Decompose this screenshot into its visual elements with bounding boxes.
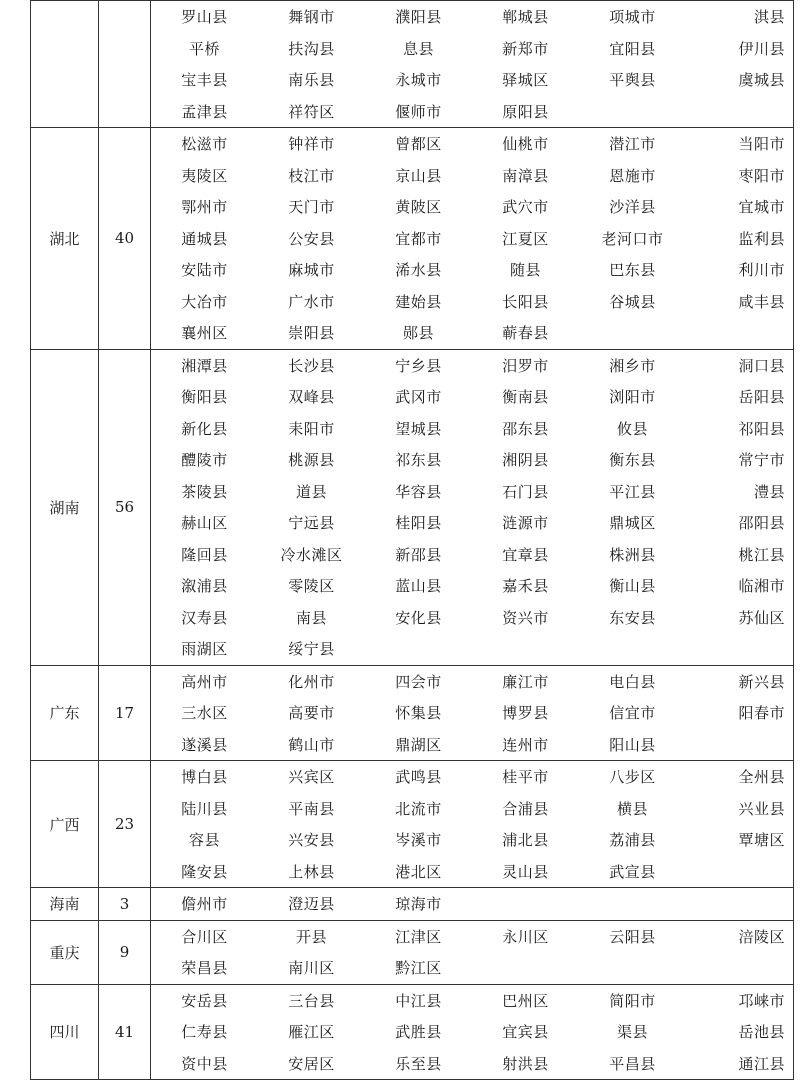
county-name: 荔浦县 <box>609 831 656 850</box>
province-row <box>31 128 794 350</box>
county-name: 湘阴县 <box>502 451 549 470</box>
county-name: 双峰县 <box>288 388 335 407</box>
province-name: 四川 <box>31 984 99 1080</box>
county-name: 耒阳市 <box>288 419 335 438</box>
county-name: 云阳县 <box>609 927 656 946</box>
county-name: 长阳县 <box>502 292 549 311</box>
county-name: 洞口县 <box>738 356 785 375</box>
county-name: 岳池县 <box>738 1023 785 1042</box>
county-name: 阳山县 <box>609 735 656 754</box>
county-name: 北流市 <box>395 799 442 818</box>
county-name: 桃江县 <box>738 545 785 564</box>
county-name: 苏仙区 <box>738 608 785 627</box>
county-name: 渠县 <box>616 1023 648 1042</box>
county-name: 平昌县 <box>609 1054 656 1073</box>
county-grid <box>151 985 793 1080</box>
county-name: 衡山县 <box>609 577 656 596</box>
county-name: 乐至县 <box>395 1054 442 1073</box>
county-name: 化州市 <box>288 672 335 691</box>
province-name: 湖北 <box>31 128 99 350</box>
county-count: 41 <box>99 984 151 1080</box>
county-name: 兴安县 <box>288 831 335 850</box>
county-list-cell <box>151 349 794 665</box>
county-name: 偃师市 <box>395 102 442 121</box>
county-name: 舞钢市 <box>288 8 335 27</box>
province-name: 广西 <box>31 761 99 888</box>
county-name: 武穴市 <box>502 198 549 217</box>
county-name: 儋州市 <box>181 895 228 914</box>
county-name: 宁远县 <box>288 514 335 533</box>
county-count: 3 <box>99 888 151 921</box>
county-name: 茶陵县 <box>181 482 228 501</box>
table-body <box>31 1 794 1080</box>
county-name: 全州县 <box>738 768 785 787</box>
county-name: 安化县 <box>395 608 442 627</box>
county-name: 驿城区 <box>502 71 549 90</box>
county-name: 南川区 <box>288 959 335 978</box>
county-name: 利川市 <box>738 261 785 280</box>
county-name: 郧县 <box>402 324 434 343</box>
county-name: 祁东县 <box>395 451 442 470</box>
county-name: 松滋市 <box>181 135 228 154</box>
county-name: 汨罗市 <box>502 356 549 375</box>
county-name: 湘乡市 <box>609 356 656 375</box>
county-name: 华容县 <box>395 482 442 501</box>
county-name: 永川区 <box>502 927 549 946</box>
county-name: 望城县 <box>395 419 442 438</box>
county-name: 湘潭县 <box>181 356 228 375</box>
county-name: 博白县 <box>181 768 228 787</box>
county-name: 邛崃市 <box>738 991 785 1010</box>
county-name: 阳春市 <box>738 704 785 723</box>
county-name: 中江县 <box>395 991 442 1010</box>
county-name: 监利县 <box>738 229 785 248</box>
county-name: 廉江市 <box>502 672 549 691</box>
county-name: 四会市 <box>395 672 442 691</box>
county-name: 新化县 <box>181 419 228 438</box>
province-name: 海南 <box>31 888 99 921</box>
county-name: 黔江区 <box>395 959 442 978</box>
county-count: 40 <box>99 128 151 350</box>
county-name: 醴陵市 <box>181 451 228 470</box>
county-name: 信宜市 <box>609 704 656 723</box>
county-name: 南漳县 <box>502 166 549 185</box>
county-grid <box>151 1 793 127</box>
county-name: 祥符区 <box>288 102 335 121</box>
county-list-cell <box>151 128 794 350</box>
county-list-table <box>30 0 794 1080</box>
province-row <box>31 665 794 761</box>
county-count: 17 <box>99 665 151 761</box>
county-grid <box>151 761 793 887</box>
county-name: 邵阳县 <box>738 514 785 533</box>
county-list-cell <box>151 761 794 888</box>
province-row <box>31 920 794 984</box>
county-name: 临湘市 <box>738 577 785 596</box>
county-name: 天门市 <box>288 198 335 217</box>
county-name: 宜章县 <box>502 545 549 564</box>
county-name: 宜城市 <box>738 198 785 217</box>
county-name: 隆回县 <box>181 545 228 564</box>
county-name: 建始县 <box>395 292 442 311</box>
county-name: 港北区 <box>395 862 442 881</box>
county-name: 容县 <box>188 831 220 850</box>
county-name: 当阳市 <box>738 135 785 154</box>
county-name: 罗山县 <box>181 8 228 27</box>
county-name: 枣阳市 <box>738 166 785 185</box>
county-name: 谷城县 <box>609 292 656 311</box>
county-name: 崇阳县 <box>288 324 335 343</box>
county-name: 雁江区 <box>288 1023 335 1042</box>
county-name: 开县 <box>295 927 327 946</box>
county-name: 新兴县 <box>738 672 785 691</box>
county-name: 襄州区 <box>181 324 228 343</box>
county-name: 宝丰县 <box>181 71 228 90</box>
county-name: 衡南县 <box>502 388 549 407</box>
county-name: 鄂州市 <box>181 198 228 217</box>
county-name: 三台县 <box>288 991 335 1010</box>
county-name: 资中县 <box>181 1054 228 1073</box>
county-name: 大冶市 <box>181 292 228 311</box>
county-name: 息县 <box>402 39 434 58</box>
county-name: 雨湖区 <box>181 640 228 659</box>
county-name: 澄迈县 <box>288 895 335 914</box>
county-list-cell <box>151 1 794 128</box>
county-name: 连州市 <box>502 735 549 754</box>
county-count: 23 <box>99 761 151 888</box>
county-name: 覃塘区 <box>738 831 785 850</box>
county-name: 赫山区 <box>181 514 228 533</box>
county-name: 武鸣县 <box>395 768 442 787</box>
county-name: 南乐县 <box>288 71 335 90</box>
county-name: 兴宾区 <box>288 768 335 787</box>
county-name: 鼎城区 <box>609 514 656 533</box>
county-list-cell <box>151 984 794 1080</box>
county-name: 江夏区 <box>502 229 549 248</box>
county-name: 道县 <box>295 482 327 501</box>
county-name: 汉寿县 <box>181 608 228 627</box>
county-count: 9 <box>99 920 151 984</box>
county-name: 桂阳县 <box>395 514 442 533</box>
county-name: 邵东县 <box>502 419 549 438</box>
county-list-cell <box>151 920 794 984</box>
county-name: 攸县 <box>616 419 648 438</box>
county-name: 溆浦县 <box>181 577 228 596</box>
county-name: 灵山县 <box>502 862 549 881</box>
county-name: 高要市 <box>288 704 335 723</box>
county-name: 新郑市 <box>502 39 549 58</box>
county-name: 公安县 <box>288 229 335 248</box>
county-name: 衡阳县 <box>181 388 228 407</box>
county-name: 合浦县 <box>502 799 549 818</box>
county-name: 武宣县 <box>609 862 656 881</box>
county-name: 射洪县 <box>502 1054 549 1073</box>
county-name: 武冈市 <box>395 388 442 407</box>
county-name: 咸丰县 <box>738 292 785 311</box>
province-row <box>31 1 794 128</box>
county-name: 上林县 <box>288 862 335 881</box>
county-name: 宜宾县 <box>502 1023 549 1042</box>
county-name: 浦北县 <box>502 831 549 850</box>
county-name: 永城市 <box>395 71 442 90</box>
county-name: 博罗县 <box>502 704 549 723</box>
county-name: 武胜县 <box>395 1023 442 1042</box>
county-name: 绥宁县 <box>288 640 335 659</box>
county-name: 遂溪县 <box>181 735 228 754</box>
county-name: 孟津县 <box>181 102 228 121</box>
county-name: 伊川县 <box>738 39 785 58</box>
county-name: 横县 <box>616 799 648 818</box>
county-name: 合川区 <box>181 927 228 946</box>
county-name: 通江县 <box>738 1054 785 1073</box>
county-name: 兴业县 <box>738 799 785 818</box>
county-name: 通城县 <box>181 229 228 248</box>
county-name: 鹤山市 <box>288 735 335 754</box>
county-grid <box>151 666 793 761</box>
county-name: 麻城市 <box>288 261 335 280</box>
county-name: 原阳县 <box>502 102 549 121</box>
county-name: 安居区 <box>288 1054 335 1073</box>
county-name: 虞城县 <box>738 71 785 90</box>
county-name: 安陆市 <box>181 261 228 280</box>
county-name: 宜阳县 <box>609 39 656 58</box>
county-name: 三水区 <box>181 704 228 723</box>
county-name: 夷陵区 <box>181 166 228 185</box>
county-name: 桂平市 <box>502 768 549 787</box>
county-name: 黄陂区 <box>395 198 442 217</box>
county-name: 广水市 <box>288 292 335 311</box>
county-name: 电白县 <box>609 672 656 691</box>
county-name: 钟祥市 <box>288 135 335 154</box>
county-name: 宁乡县 <box>395 356 442 375</box>
county-name: 曾都区 <box>395 135 442 154</box>
county-name: 新邵县 <box>395 545 442 564</box>
county-name: 枝江市 <box>288 166 335 185</box>
county-name: 蕲春县 <box>502 324 549 343</box>
county-name: 桃源县 <box>288 451 335 470</box>
province-row <box>31 349 794 665</box>
county-name: 怀集县 <box>395 704 442 723</box>
county-name: 涟源市 <box>502 514 549 533</box>
county-count: 56 <box>99 349 151 665</box>
county-name: 随县 <box>509 261 541 280</box>
county-name: 仙桃市 <box>502 135 549 154</box>
county-name: 宜都市 <box>395 229 442 248</box>
county-name: 平桥 <box>188 39 220 58</box>
county-list-cell <box>151 888 794 921</box>
county-name: 隆安县 <box>181 862 228 881</box>
county-name: 祁阳县 <box>738 419 785 438</box>
county-name: 涪陵区 <box>738 927 785 946</box>
county-name: 潜江市 <box>609 135 656 154</box>
county-name: 岳阳县 <box>738 388 785 407</box>
county-name: 冷水滩区 <box>280 545 343 564</box>
province-row <box>31 888 794 921</box>
county-grid <box>151 888 793 920</box>
province-name: 重庆 <box>31 920 99 984</box>
county-name: 京山县 <box>395 166 442 185</box>
county-name: 长沙县 <box>288 356 335 375</box>
province-name <box>31 1 99 128</box>
county-name: 衡东县 <box>609 451 656 470</box>
county-name: 平舆县 <box>609 71 656 90</box>
province-name: 广东 <box>31 665 99 761</box>
county-name: 江津区 <box>395 927 442 946</box>
county-name: 沙洋县 <box>609 198 656 217</box>
county-name: 株洲县 <box>609 545 656 564</box>
county-name: 石门县 <box>502 482 549 501</box>
county-name: 项城市 <box>609 8 656 27</box>
county-list-cell <box>151 665 794 761</box>
county-name: 高州市 <box>181 672 228 691</box>
county-name: 恩施市 <box>609 166 656 185</box>
county-name: 八步区 <box>609 768 656 787</box>
province-row <box>31 761 794 888</box>
county-name: 南县 <box>295 608 327 627</box>
county-name: 老河口市 <box>601 229 664 248</box>
county-name: 平江县 <box>609 482 656 501</box>
province-row <box>31 984 794 1080</box>
county-name: 琼海市 <box>395 895 442 914</box>
county-name: 平南县 <box>288 799 335 818</box>
county-name: 岑溪市 <box>395 831 442 850</box>
county-name: 浠水县 <box>395 261 442 280</box>
county-name: 东安县 <box>609 608 656 627</box>
county-name: 淇县 <box>753 8 785 27</box>
county-name: 蓝山县 <box>395 577 442 596</box>
county-name: 常宁市 <box>738 451 785 470</box>
county-name: 陆川县 <box>181 799 228 818</box>
province-name: 湖南 <box>31 349 99 665</box>
county-grid <box>151 128 793 349</box>
county-name: 仁寿县 <box>181 1023 228 1042</box>
county-name: 资兴市 <box>502 608 549 627</box>
county-count <box>99 1 151 128</box>
county-name: 巴东县 <box>609 261 656 280</box>
county-name: 濮阳县 <box>395 8 442 27</box>
county-name: 巴州区 <box>502 991 549 1010</box>
county-name: 荣昌县 <box>181 959 228 978</box>
county-grid <box>151 921 793 984</box>
county-name: 简阳市 <box>609 991 656 1010</box>
county-name: 嘉禾县 <box>502 577 549 596</box>
county-name: 澧县 <box>753 482 785 501</box>
county-name: 零陵区 <box>288 577 335 596</box>
county-name: 安岳县 <box>181 991 228 1010</box>
county-grid <box>151 350 793 665</box>
county-name: 郸城县 <box>502 8 549 27</box>
county-name: 浏阳市 <box>609 388 656 407</box>
county-name: 鼎湖区 <box>395 735 442 754</box>
county-name: 扶沟县 <box>288 39 335 58</box>
